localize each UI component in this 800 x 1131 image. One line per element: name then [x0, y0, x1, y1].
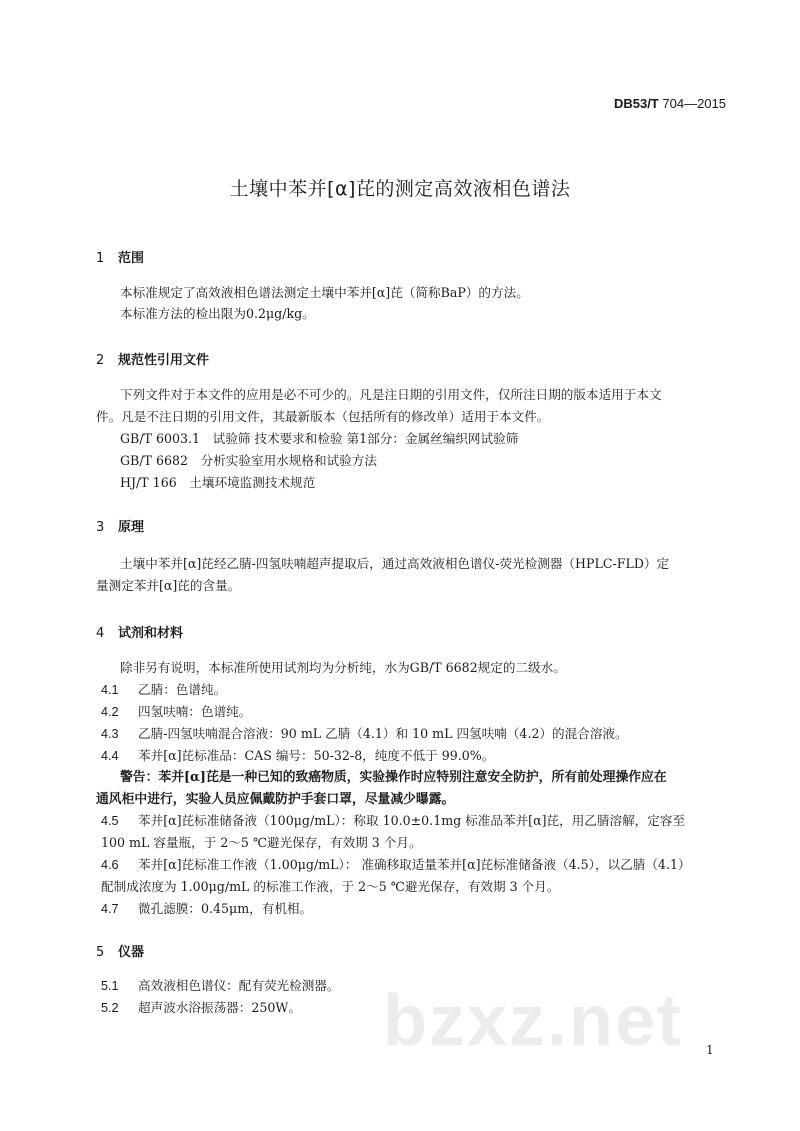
section-title: 规范性引用文件 — [118, 353, 210, 368]
paragraph: 量测定苯并[α]芘的含量。 — [96, 578, 241, 593]
item-number: 4.2 — [101, 705, 119, 719]
item-number: 4.5 — [101, 814, 119, 828]
list-item-4-6 — [101, 855, 691, 875]
section-title: 原理 — [118, 520, 145, 535]
item-number: 4.3 — [101, 727, 119, 741]
item-number: 4.4 — [101, 749, 119, 763]
paragraph: 本标准规定了高效液相色谱法测定土壤中苯并[α]芘（简称BaP）的方法。 — [120, 285, 529, 300]
paragraph: 除非另有说明，本标准所使用试剂均为分析纯，水为GB/T 6682规定的二级水。 — [120, 660, 566, 675]
section-heading-2 — [96, 349, 209, 368]
paragraph: 件。凡是不注日期的引用文件，其最新版本（包括所有的修改单）适用于本文件。 — [96, 409, 550, 424]
section-number: 2 — [96, 353, 105, 368]
item-number: 4.7 — [101, 902, 119, 916]
item-continuation: 配制成浓度为 1.00μg/mL 的标准工作液，于 2～5 ℃避光保存，有效期 3 个月。 — [101, 879, 560, 894]
warning-text: 通风柜中进行，实验人员应佩戴防护手套口罩，尽量减少曝露。 — [96, 792, 455, 807]
section-number: 5 — [96, 945, 105, 960]
item-text: 超声波水浴振荡器：250W。 — [138, 1000, 301, 1015]
list-item-4-7 — [101, 899, 312, 919]
item-number: 5.1 — [101, 979, 119, 993]
item-text: 微孔滤膜：0.45μm，有机相。 — [138, 901, 313, 916]
item-number: 4.1 — [101, 683, 119, 697]
warning-text: 警告：苯并[α]芘是一种已知的致癌物质，实验操作时应特别注意安全防护，所有前处理操作应在 — [120, 770, 667, 785]
item-text: 苯并[α]芘标准品：CAS 编号：50-32-8，纯度不低于 99.0%。 — [138, 748, 495, 763]
standard-code-prefix: DB53/T — [613, 96, 659, 111]
reference-item: HJ/T 166 土壤环境监测技术规范 — [120, 475, 316, 490]
paragraph: 下列文件对于本文件的应用是必不可少的。凡是注日期的引用文件，仅所注日期的版本适用于本文 — [120, 387, 662, 402]
section-number: 3 — [96, 520, 105, 535]
document-title: 土壤中苯并[α]芘的测定高效液相色谱法 — [229, 178, 571, 200]
standard-code-number: 704—2015 — [662, 96, 726, 111]
section-title: 试剂和材料 — [118, 626, 184, 641]
reference-item: GB/T 6003.1 试验筛 技术要求和检验 第1部分：金属丝编织网试验筛 — [120, 431, 519, 446]
standard-code — [614, 96, 726, 111]
item-number: 4.6 — [101, 858, 119, 872]
item-number: 5.2 — [101, 1001, 119, 1015]
list-item-4-1 — [101, 680, 226, 700]
item-text: 乙腈：色谱纯。 — [138, 682, 227, 697]
list-item-5-2 — [101, 998, 301, 1018]
section-heading-3 — [96, 516, 144, 535]
list-item-5-1 — [101, 976, 340, 996]
item-text: 乙腈-四氢呋喃混合溶液：90 mL 乙腈（4.1）和 10 mL 四氢呋喃（4.2）的混合溶液。 — [138, 726, 628, 741]
paragraph: 土壤中苯并[α]芘经乙腈-四氢呋喃超声提取后，通过高效液相色谱仪-荧光检测器（HPLC-FLD）定 — [120, 556, 670, 571]
section-number: 4 — [96, 626, 105, 641]
section-heading-5 — [96, 941, 144, 960]
section-heading-1 — [96, 247, 144, 266]
item-text: 高效液相色谱仪：配有荧光检测器。 — [138, 978, 340, 993]
watermark: bzxz.net — [383, 981, 684, 1061]
reference-item: GB/T 6682 分析实验室用水规格和试验方法 — [120, 453, 377, 468]
list-item-4-5 — [101, 811, 685, 831]
item-text: 苯并[α]芘标准储备液（100μg/mL）：称取 10.0±0.1mg 标准品苯并[α]芘，用乙腈溶解，定容至 — [138, 813, 686, 828]
section-heading-4 — [96, 622, 183, 641]
paragraph: 本标准方法的检出限为0.2μg/kg。 — [120, 306, 315, 321]
item-text: 四氢呋喃：色谱纯。 — [138, 704, 252, 719]
list-item-4-3 — [101, 724, 628, 744]
list-item-4-2 — [101, 702, 251, 722]
item-continuation: 100 mL 容量瓶，于 2～5 ℃避光保存，有效期 3 个月。 — [101, 835, 422, 850]
list-item-4-4 — [101, 746, 494, 766]
section-title: 范围 — [118, 251, 145, 266]
item-text: 苯并[α]芘标准工作液（1.00μg/mL）： 准确移取适量苯并[α]芘标准储备液（4.5），以乙腈（4.1） — [138, 857, 691, 872]
section-title: 仪器 — [118, 945, 145, 960]
page-number: 1 — [706, 1043, 714, 1057]
section-number: 1 — [96, 251, 105, 266]
